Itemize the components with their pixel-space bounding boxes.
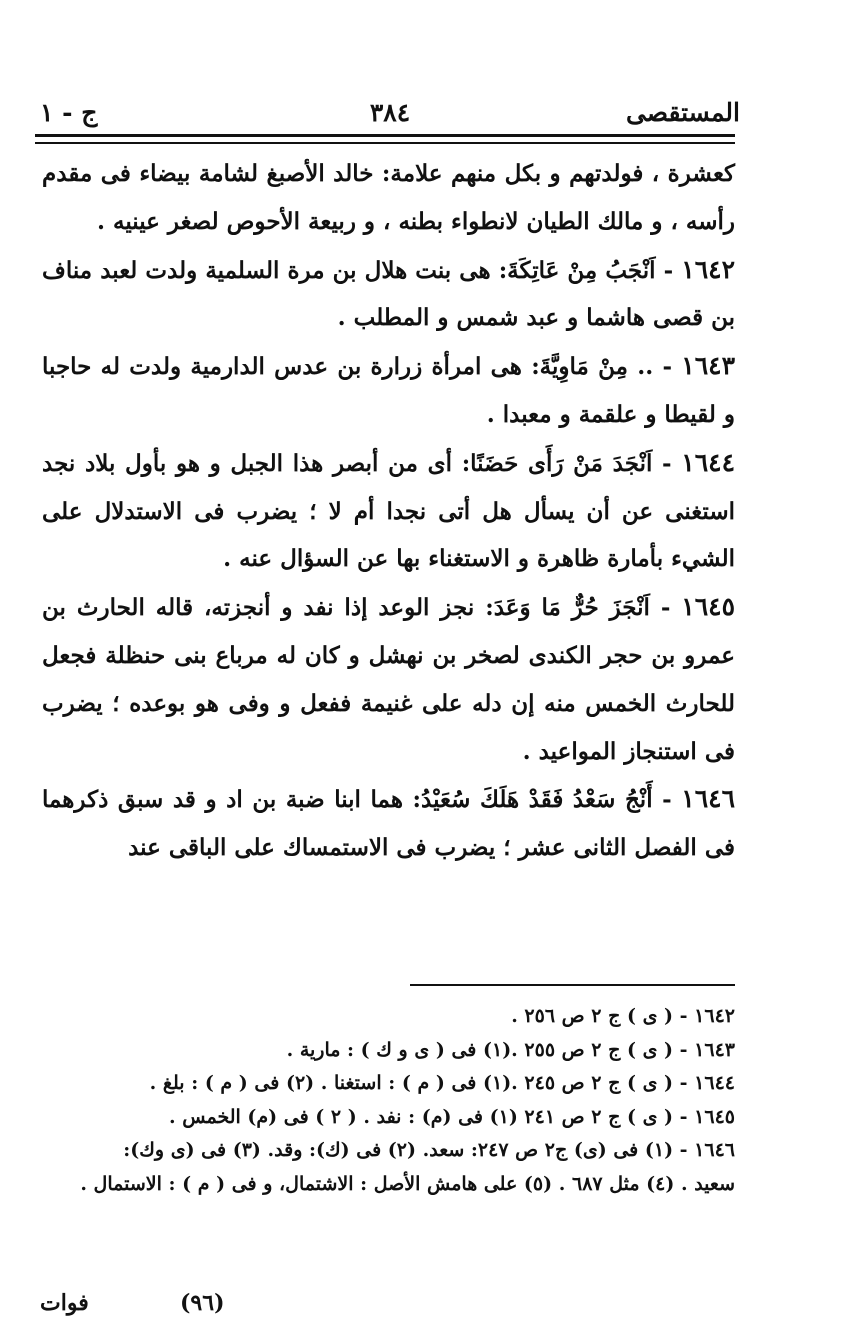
entry-number: ١٦٤٤ <box>681 447 735 477</box>
catchword: فوات <box>40 1290 89 1316</box>
proverb-entry-1646: ١٦٤٦ - أَنْجُ سَعْدُ فَقَدْ هَلَكَ سُعَيْدُ: هما ابنا ضبة بن اد و قد سبق ذكرهما فى الفصل الثانى عشر ؛ يضرب فى الاستمساك على الباقى عند <box>42 784 735 862</box>
volume-label: ج - ١ <box>40 97 98 127</box>
page-footer <box>40 1290 460 1324</box>
proverb-headword: اَنْجَبُ مِنْ عَاتِكَةَ: <box>498 256 656 284</box>
footnote-line: ١٦٤٤ - ( ى ) ج ٢ ص ٢٤٥ .(١) فى ( م ) : استغنا . (٢) فى ( م ) : بلغ . <box>149 1072 735 1094</box>
entry-text: هما ابنا ضبة بن اد و قد سبق ذكرهما فى الفصل الثانى عشر ؛ يضرب فى الاستمساك على الباقى عند <box>42 786 735 862</box>
footnote-line: ١٦٤٣ - ( ى ) ج ٢ ص ٢٥٥ .(١) فى ( ى و ك ) : مارية . <box>286 1038 735 1061</box>
proverb-entry-1644: ١٦٤٤ - اَنْجَدَ مَنْ رَأَى حَضَنًا: أى من أبصر هذا الجبل و هو بأول بلاد نجد استغنى عن أن يسأل هل أتى نجدا أم لا ؛ يضرب فى الاستدلال على الشيء بأمارة ظاهرة و الاستغناء بها عن السؤال عنه . <box>42 447 735 573</box>
entry-number: ١٦٤٥ <box>681 592 736 622</box>
paragraph-text: كعشرة ، فولدتهم و بكل منهم علامة: خالد الأصبغ لشامة بيضاء فى مقدم رأسه ، و مالك الطيان لانطواء بطنه ، و ربيعة الأحوص لصغر عينيه . <box>42 160 735 235</box>
header-rule-thick <box>35 134 735 137</box>
header-rule-thin <box>35 142 735 144</box>
proverb-headword: .. مِنْ مَاوِيَّةَ: <box>531 353 654 381</box>
footnote-separator <box>410 984 735 986</box>
footnote-line: سعيد . (٤) مثل ٦٨٧ . (٥) على هامش الأصل : الاشتمال، و فى ( م ) : الاستمال . <box>80 1172 735 1195</box>
proverb-entry-1643: ١٦٤٣ - .. مِنْ مَاوِيَّةَ: هى امرأة زرارة بن عدس الدارمية ولدت له حاجبا و لقيطا و علقمة و معبدا . <box>42 351 736 428</box>
main-text <box>42 150 735 872</box>
proverb-entry-1642: ١٦٤٢ - اَنْجَبُ مِنْ عَاتِكَةَ: هى بنت هلال بن مرة السلمية ولدت لعبد مناف بن قصى هاشما و عبد شمس و المطلب . <box>42 254 735 332</box>
book-title: المستقصى <box>625 97 740 127</box>
footnote-line: ١٦٤٥ - ( ى ) ج ٢ ص ٢٤١ (١) فى (م) : نفد . ( ٢ ) فى (م) الخمس . <box>169 1105 735 1128</box>
entry-number: ١٦٤٣ <box>681 351 736 381</box>
entry-number: ١٦٤٦ <box>681 784 735 814</box>
entry-number: ١٦٤٢ <box>681 254 735 284</box>
proverb-entry-1645: ١٦٤٥ - اَنْجَزَ حُرٌّ مَا وَعَدَ: نجز الوعد إذا نفد و أنجزته، قاله الحارث بن عمرو بن حجر الكندى لصخر بن نهشل و كان له مرباع بنى حنظلة فجعل للحارث الخمس منه إن دله على غنيمة ففعل و وفى هو بوعده ؛ يضرب فى استنجاز المواعيد . <box>42 592 736 765</box>
footnote-line: ١٦٤٦ - (١) فى (ى) ج٢ ص ٢٤٧: سعد. (٢) فى (ك): وقد. (٣) فى (ى وك): <box>123 1139 735 1161</box>
entry-text: أى من أبصر هذا الجبل و هو بأول بلاد نجد استغنى عن أن يسأل هل أتى نجدا أم لا ؛ يضرب فى الاستدلال على الشيء بأمارة ظاهرة و الاستغناء بها عن السؤال عنه . <box>42 449 735 573</box>
proverb-headword: اَنْجَدَ مَنْ رَأَى حَضَنًا: <box>461 449 653 477</box>
signature-mark: (٩٦) <box>180 1290 225 1316</box>
page-number: ٣٨٤ <box>369 97 411 127</box>
proverb-headword: أَنْجُ سَعْدُ فَقَدْ هَلَكَ سُعَيْدُ: <box>412 786 653 814</box>
paragraph-continuation <box>42 150 735 246</box>
proverb-headword: اَنْجَزَ حُرٌّ مَا وَعَدَ: <box>485 594 650 622</box>
footnotes <box>40 1000 735 1201</box>
page-header <box>40 92 740 132</box>
entry-text: هى امرأة زرارة بن عدس الدارمية ولدت له حاجبا و لقيطا و علقمة و معبدا . <box>42 353 735 428</box>
entry-text: نجز الوعد إذا نفد و أنجزته، قاله الحارث بن عمرو بن حجر الكندى لصخر بن نهشل و كان له مرباع بنى حنظلة فجعل للحارث الخمس منه إن دله على غنيمة ففعل و وفى هو بوعده ؛ يضرب فى استنجاز المواعيد . <box>42 594 735 765</box>
entry-text: هى بنت هلال بن مرة السلمية ولدت لعبد مناف بن قصى هاشما و عبد شمس و المطلب . <box>42 256 735 332</box>
footnote-line: ١٦٤٢ - ( ى ) ج ٢ ص ٢٥٦ . <box>511 1005 735 1027</box>
